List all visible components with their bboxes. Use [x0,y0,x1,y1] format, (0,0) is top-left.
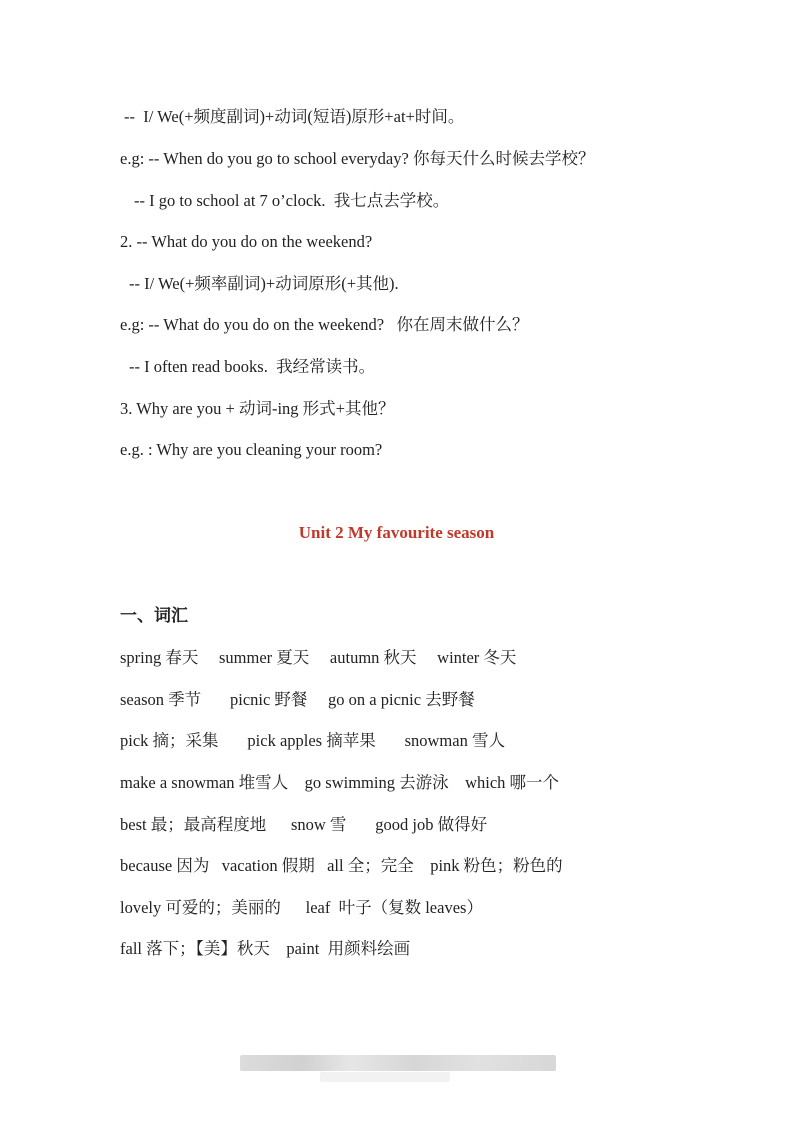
vocab-line-2: season 季节 picnic 野餐 go on a picnic 去野餐 [120,690,475,709]
grammar-line-4: 2. -- What do you do on the weekend? [120,232,373,251]
grammar-line-2: e.g: -- When do you go to school everyday? 你每天什么时候去学校？ [120,149,595,168]
footer-watermark [240,1055,556,1071]
unit-title: Unit 2 My favourite season [298,523,495,542]
vocab-heading: 一、词汇 [120,606,188,625]
grammar-line-9: e.g. : Why are you cleaning your room? [120,440,383,459]
vocab-line-5: best 最；最高程度地 snow 雪 good job 做得好 [120,815,488,834]
vocab-line-3: pick 摘；采集 pick apples 摘苹果 snowman 雪人 [120,731,505,750]
vocab-line-7: lovely 可爱的；美丽的 leaf 叶子（复数 leaves） [120,898,483,917]
grammar-line-3: -- I go to school at 7 o’clock. 我七点去学校。 [134,191,450,210]
vocab-line-1: spring 春天 summer 夏天 autumn 秋天 winter 冬天 [120,648,517,667]
grammar-line-7: -- I often read books. 我经常读书。 [129,357,376,376]
vocab-line-6: because 因为 vacation 假期 all 全；完全 pink 粉色；粉色的 [120,856,563,875]
grammar-line-1: -- I/ We(+频度副词)+动词(短语)原形+at+时间。 [124,107,465,126]
vocab-line-8: fall 落下；【美】秋天 paint 用颜料绘画 [120,939,411,958]
grammar-line-5: -- I/ We(+频率副词)+动词原形(+其他). [129,274,399,293]
footer-watermark-sub [320,1072,450,1082]
grammar-line-6: e.g: -- What do you do on the weekend? 你在周末做什么？ [120,315,529,334]
grammar-line-8: 3. Why are you + 动词-ing 形式+其他？ [120,399,395,418]
vocab-line-4: make a snowman 堆雪人 go swimming 去游泳 which 哪一个 [120,773,560,792]
